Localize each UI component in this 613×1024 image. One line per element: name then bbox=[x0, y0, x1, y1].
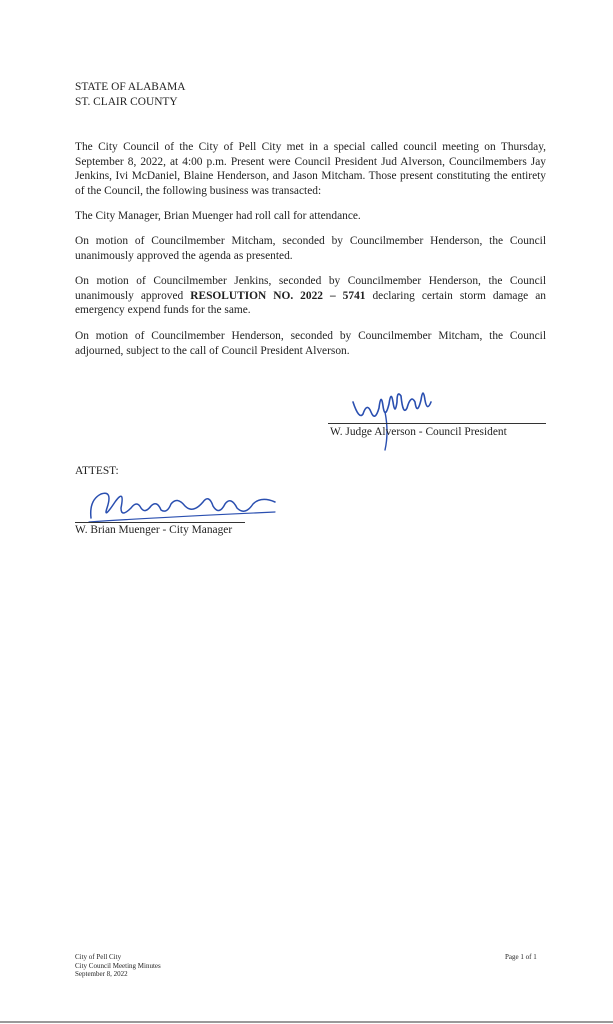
intro-paragraph: The City Council of the City of Pell City met in a special called council meeting on Thursday, September 8, 2022, at 4:00 p.m. Present were Council President Jud Alverson, Councilmembers Jay Jenkins, Ivi McDaniel, Blaine Henderson, and Jason Mitcham. Those present constituting the entirety of the Council, the following business was transacted: bbox=[75, 141, 546, 197]
agenda-paragraph: On motion of Councilmember Mitcham, seconded by Councilmember Henderson, the Council unanimously approved the agenda as presented. bbox=[75, 235, 546, 262]
manager-caption: W. Brian Muenger - City Manager bbox=[75, 524, 233, 536]
footer-date: September 8, 2022 bbox=[75, 970, 128, 979]
resolution-number: RESOLUTION NO. 2022 – 5741 bbox=[190, 289, 366, 302]
adjourn-paragraph: On motion of Councilmember Henderson, seconded by Councilmember Mitcham, the Council adjourned, subject to the call of Council President Alverson. bbox=[75, 330, 546, 357]
president-signature-line bbox=[328, 423, 546, 424]
page-bottom-edge bbox=[0, 1021, 613, 1023]
county-line: ST. CLAIR COUNTY bbox=[75, 95, 178, 108]
page-number: Page 1 of 1 bbox=[505, 953, 537, 961]
resolution-text-before: On motion of Councilmember Jenkins, seconded by Councilmember Henderson, the Council unanimously approved bbox=[75, 275, 546, 302]
president-signature bbox=[345, 372, 445, 452]
footer-title: City Council Meeting Minutes bbox=[75, 961, 161, 970]
president-caption: W. Judge Alverson - Council President bbox=[330, 426, 507, 438]
attest-label: ATTEST: bbox=[75, 465, 119, 477]
footer-info bbox=[75, 953, 161, 979]
resolution-paragraph bbox=[75, 274, 546, 318]
document-header bbox=[75, 80, 185, 109]
manager-signature-line bbox=[75, 522, 245, 523]
resolution-text-after: declaring certain storm damage an emergency expend funds for the same. bbox=[75, 289, 546, 316]
footer-city: City of Pell City bbox=[75, 953, 122, 961]
state-line: STATE OF ALABAMA bbox=[75, 81, 186, 93]
roll-call-paragraph: The City Manager, Brian Muenger had roll call for attendance. bbox=[75, 210, 361, 222]
